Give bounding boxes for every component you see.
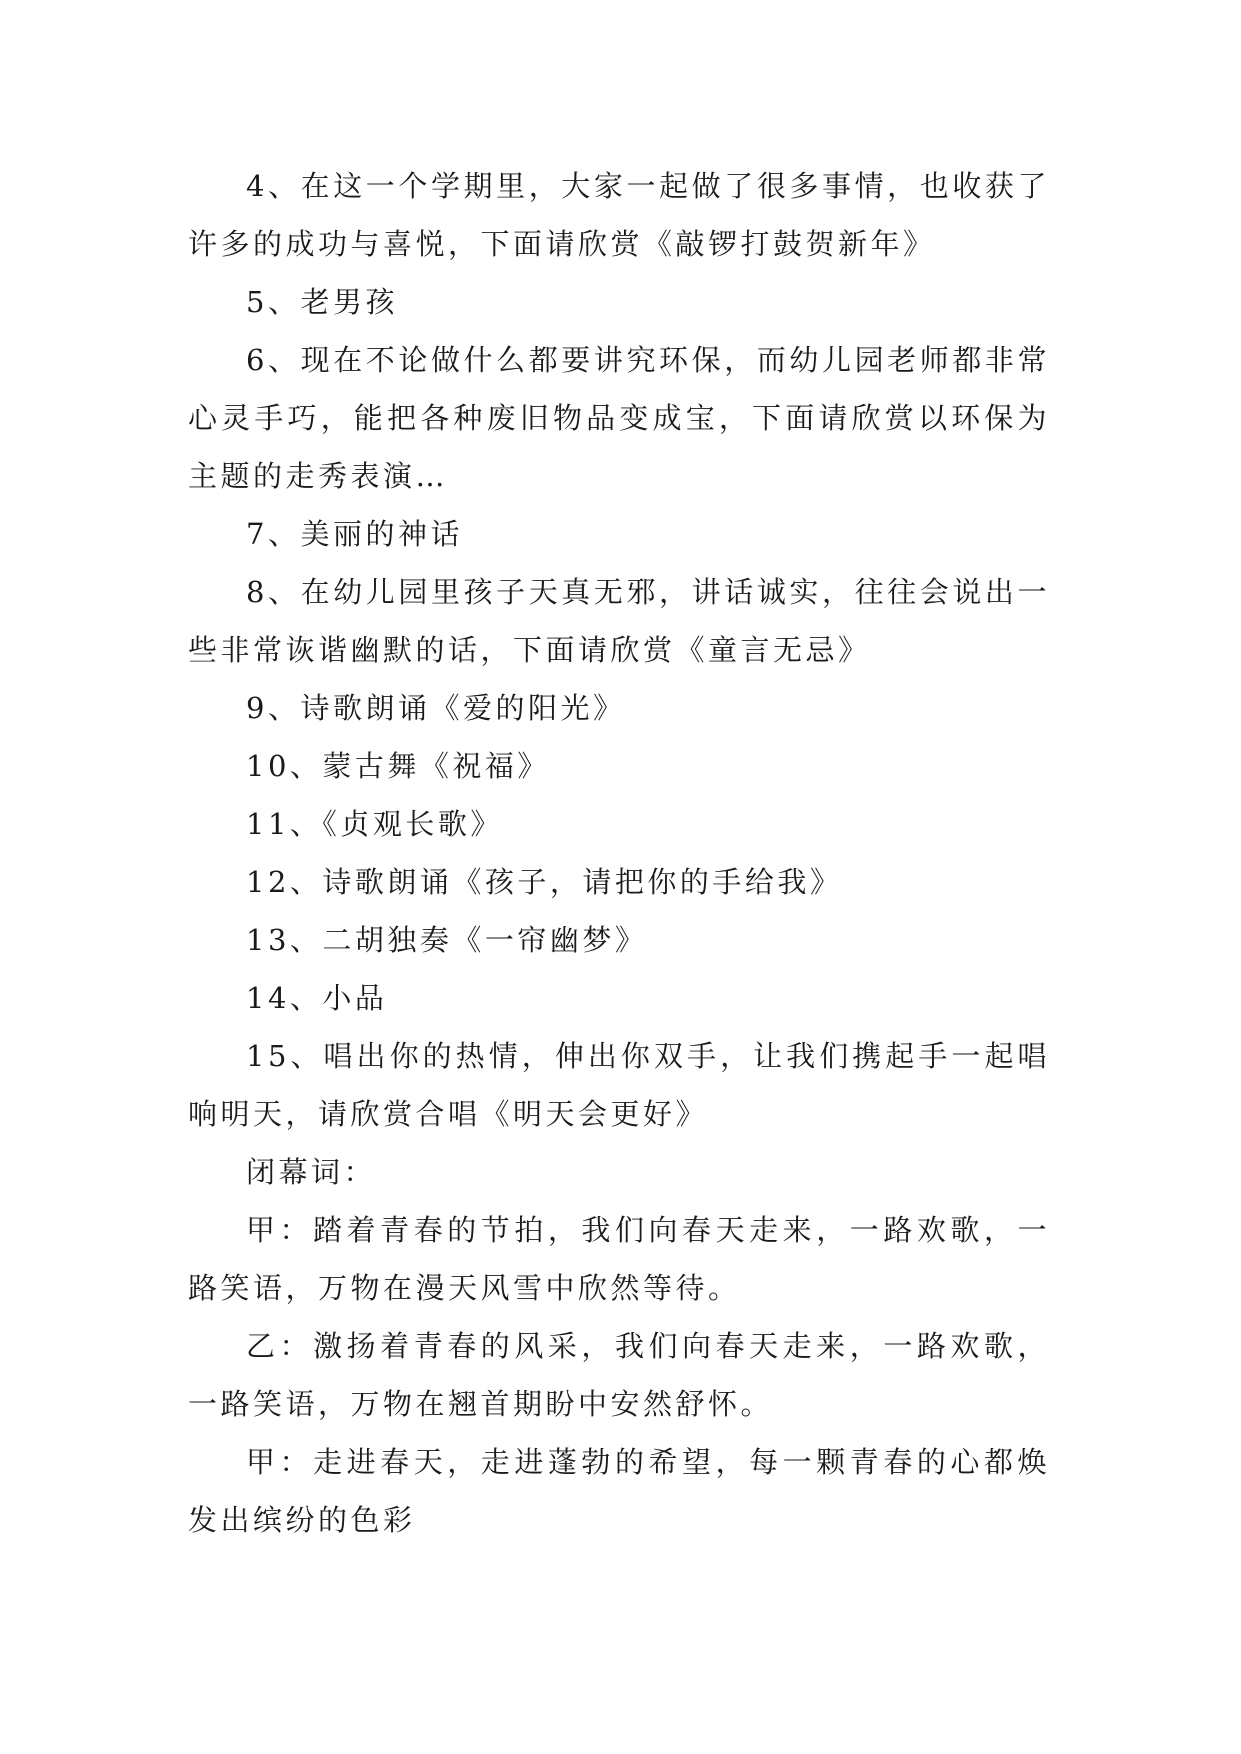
paragraph-program-15: 15、唱出你的热情，伸出你双手，让我们携起手一起唱响明天，请欣赏合唱《明天会更好》	[188, 1039, 1050, 1131]
paragraph-host-b-1: 乙：激扬着青春的风采，我们向春天走来，一路欢歌，一路笑语，万物在翘首期盼中安然舒怀。	[188, 1329, 1050, 1421]
paragraph-program-14: 14、小品	[246, 981, 388, 1015]
paragraph-program-13: 13、二胡独奏《一帘幽梦》	[246, 923, 648, 957]
paragraph-host-a-2: 甲：走进春天，走进蓬勃的希望，每一颗青春的心都焕发出缤纷的色彩	[188, 1445, 1050, 1537]
paragraph-program-4: 4、在这一个学期里，大家一起做了很多事情，也收获了许多的成功与喜悦，下面请欣赏《敲锣打鼓贺新年》	[188, 169, 1050, 261]
paragraph-program-9: 9、诗歌朗诵《爱的阳光》	[246, 691, 626, 725]
paragraph-program-8: 8、在幼儿园里孩子天真无邪，讲话诚实，往往会说出一些非常诙谐幽默的话，下面请欣赏《童言无忌》	[188, 575, 1050, 667]
paragraph-program-10: 10、蒙古舞《祝福》	[246, 749, 550, 783]
paragraph-program-6: 6、现在不论做什么都要讲究环保，而幼儿园老师都非常心灵手巧，能把各种废旧物品变成宝，下面请欣赏以环保为主题的走秀表演…	[188, 343, 1050, 493]
paragraph-program-7: 7、美丽的神话	[246, 517, 463, 551]
paragraph-program-12: 12、诗歌朗诵《孩子，请把你的手给我》	[246, 865, 843, 899]
paragraph-program-5: 5、老男孩	[246, 285, 398, 319]
closing-speech-heading: 闭幕词：	[246, 1155, 377, 1189]
document-page	[188, 157, 1050, 1549]
paragraph-program-11: 11、《贞观长歌》	[246, 807, 503, 841]
paragraph-host-a-1: 甲：踏着青春的节拍，我们向春天走来，一路欢歌，一路笑语，万物在漫天风雪中欣然等待。	[188, 1213, 1050, 1305]
